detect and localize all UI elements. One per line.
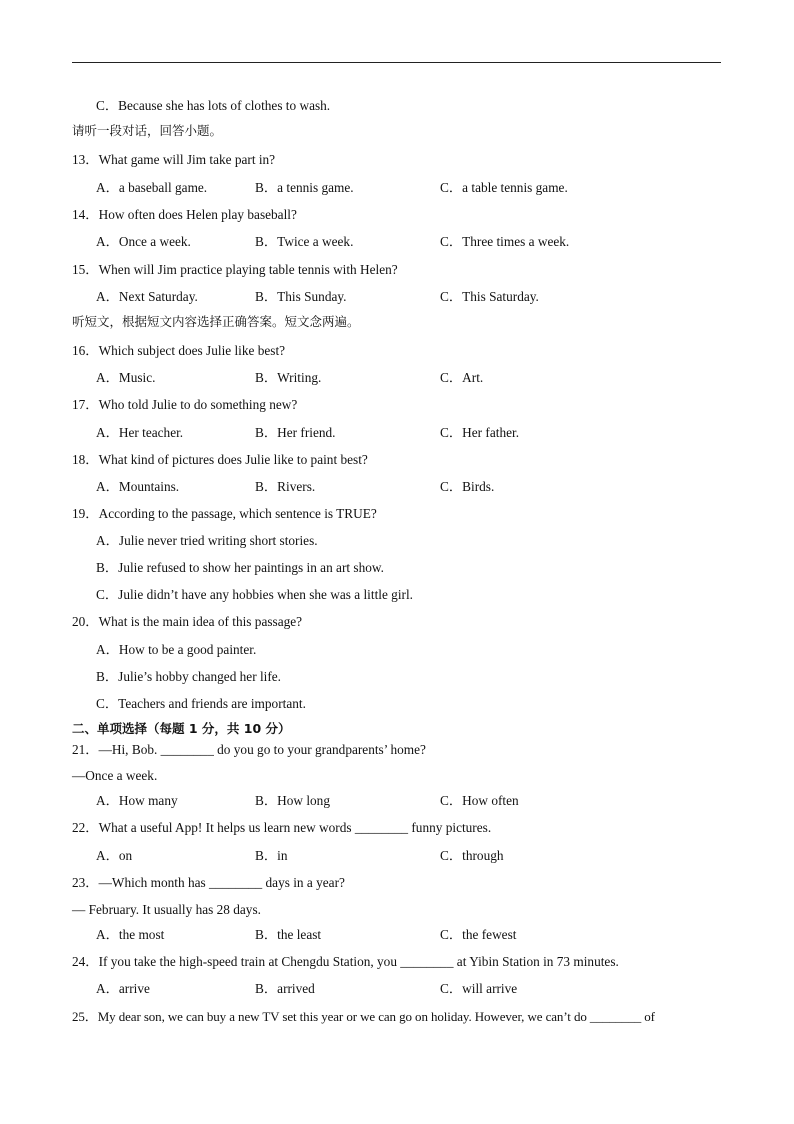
- option-a: A．the most: [96, 927, 165, 942]
- option-c: C．Three times a week.: [440, 234, 570, 249]
- option-a: A．Mountains.: [96, 479, 180, 494]
- question-19: 19．According to the passage, which sentence is TRUE?: [72, 506, 377, 521]
- option-c: C．Birds.: [440, 479, 495, 494]
- question-19-option-b: B．Julie refused to show her paintings in an art show.: [96, 560, 384, 575]
- option-a: A．a baseball game.: [96, 180, 208, 195]
- option-a: A．Next Saturday.: [96, 289, 198, 304]
- option-c: C．Art.: [440, 370, 484, 385]
- question-18: 18．What kind of pictures does Julie like to paint best?: [72, 452, 368, 467]
- question-13: 13．What game will Jim take part in?: [72, 152, 276, 167]
- question-23-reply: — February. It usually has 28 days.: [72, 902, 261, 917]
- header-rule: [72, 62, 721, 63]
- listening-instruction-passage: 听短文，根据短文内容选择正确答案。短文念两遍。: [72, 314, 360, 329]
- option-b: B．Her friend.: [255, 425, 336, 440]
- option-a: A．Music.: [96, 370, 156, 385]
- option-a: A．Her teacher.: [96, 425, 184, 440]
- option-b: B．Writing.: [255, 370, 322, 385]
- option-c: C．How often: [440, 793, 519, 808]
- option-b: B．Rivers.: [255, 479, 316, 494]
- question-19-option-a: A．Julie never tried writing short stories.: [96, 533, 318, 548]
- option-a: A．arrive: [96, 981, 150, 996]
- question-25: 25．My dear son, we can buy a new TV set this year or we can go on holiday. However, we can’t do ________ of: [72, 1009, 655, 1024]
- option-a: A．Once a week.: [96, 234, 191, 249]
- question-20-option-b: B．Julie’s hobby changed her life.: [96, 669, 282, 684]
- question-17: 17．Who told Julie to do something new?: [72, 397, 298, 412]
- option-c: C．Her father.: [440, 425, 520, 440]
- option-c: C．a table tennis game.: [440, 180, 568, 195]
- question-20: 20．What is the main idea of this passage?: [72, 614, 303, 629]
- question-14: 14．How often does Helen play baseball?: [72, 207, 297, 222]
- option-b: B．in: [255, 848, 288, 863]
- question-22: 22．What a useful App! It helps us learn new words ________ funny pictures.: [72, 820, 492, 835]
- option-c: C．the fewest: [440, 927, 517, 942]
- question-21-reply: —Once a week.: [72, 768, 158, 783]
- section-heading-single-choice: 二、单项选择（每题 1 分，共 10 分）: [72, 721, 291, 736]
- question-12-option-c: C．Because she has lots of clothes to wash.: [96, 98, 331, 113]
- option-b: B．the least: [255, 927, 322, 942]
- question-19-option-c: C．Julie didn’t have any hobbies when she was a little girl.: [96, 587, 413, 602]
- question-21: 21．—Hi, Bob. ________ do you go to your grandparents’ home?: [72, 742, 426, 757]
- question-23: 23．—Which month has ________ days in a year?: [72, 875, 345, 890]
- option-b: B．Twice a week.: [255, 234, 354, 249]
- option-c: C．through: [440, 848, 504, 863]
- listening-instruction-dialogue: 请听一段对话，回答小题。: [72, 123, 223, 138]
- option-c: C．will arrive: [440, 981, 518, 996]
- option-b: B．This Sunday.: [255, 289, 347, 304]
- option-a: A．How many: [96, 793, 178, 808]
- question-16: 16．Which subject does Julie like best?: [72, 343, 286, 358]
- option-c: C．This Saturday.: [440, 289, 539, 304]
- option-b: B．a tennis game.: [255, 180, 354, 195]
- option-b: B．arrived: [255, 981, 315, 996]
- question-20-option-c: C．Teachers and friends are important.: [96, 696, 306, 711]
- question-24: 24．If you take the high-speed train at Chengdu Station, you ________ at Yibin Station in 73 minutes.: [72, 954, 619, 969]
- question-15: 15．When will Jim practice playing table tennis with Helen?: [72, 262, 398, 277]
- question-20-option-a: A．How to be a good painter.: [96, 642, 257, 657]
- option-a: A．on: [96, 848, 133, 863]
- option-b: B．How long: [255, 793, 330, 808]
